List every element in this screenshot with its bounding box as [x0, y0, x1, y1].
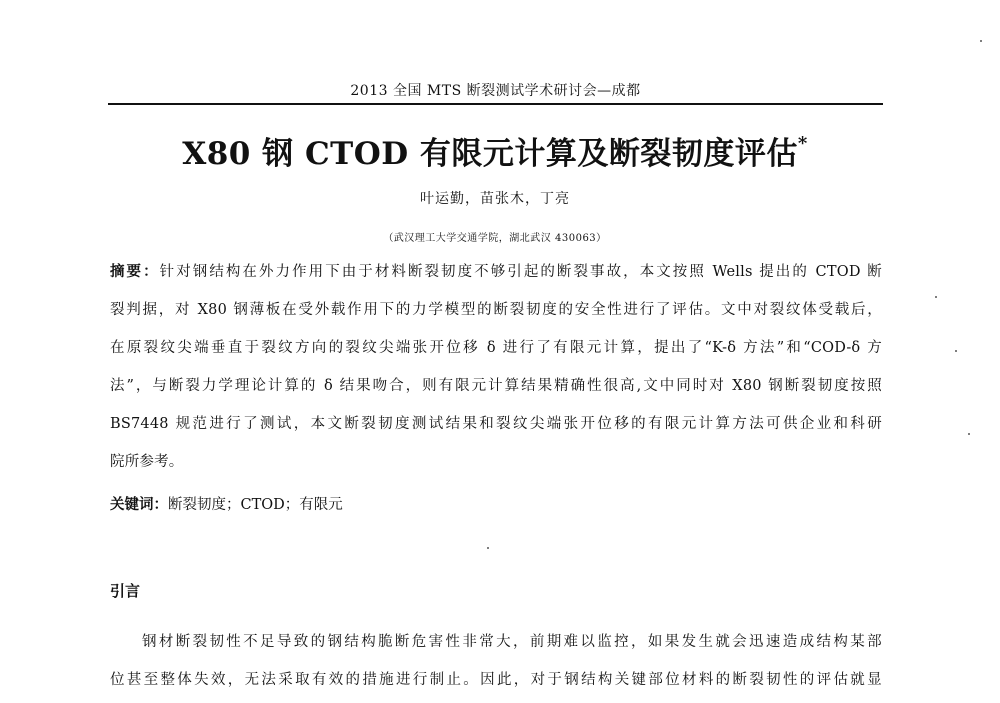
abstract-text: 针对钢结构在外力作用下由于材料断裂韧度不够引起的断裂事故，本文按照 Wells 提出的 CTOD 断 [159, 264, 883, 280]
keywords-label: 关键词： [110, 496, 168, 513]
abstract-label: 摘要： [110, 263, 160, 280]
scan-speck [487, 547, 489, 549]
abstract-line-5: BS7448 规范进行了测试，本文断裂韧度测试结果和裂纹尖端张开位移的有限元计算方法可供企业和科研 [110, 416, 882, 432]
scan-speck [968, 433, 970, 435]
keywords [110, 493, 343, 514]
abstract-line-3: 在原裂纹尖端垂直于裂纹方向的裂纹尖端张开位移 δ 进行了有限元计算，提出了“K-δ 方法”和“COD-δ 方 [110, 340, 882, 356]
author-list: 叶运勤，苗张木，丁亮 [420, 191, 570, 207]
scan-speck [935, 296, 937, 298]
paper-title-text: X80 钢 CTOD 有限元计算及断裂韧度评估 [182, 136, 798, 172]
title-footnote-mark: * [797, 132, 808, 154]
keywords-text: 断裂韧度；CTOD；有限元 [168, 497, 343, 513]
section-heading-introduction: 引言 [110, 582, 141, 600]
paper-title [100, 128, 890, 173]
intro-paragraph-line-2: 位甚至整体失效，无法采取有效的措施进行制止。因此，对于钢结构关键部位材料的断裂韧性的评估就显 [110, 672, 882, 688]
abstract-line-4: 法”，与断裂力学理论计算的 δ 结果吻合，则有限元计算结果精确性很高,文中同时对 X80 钢断裂韧度按照 [110, 378, 882, 394]
affiliation: （武汉理工大学交通学院，湖北武汉 430063） [383, 233, 607, 244]
abstract-line-2: 裂判据，对 X80 钢薄板在受外载作用下的力学模型的断裂韧度的安全性进行了评估。文中对裂纹体受载后， [110, 302, 882, 318]
intro-paragraph-line-1: 钢材断裂韧性不足导致的钢结构脆断危害性非常大，前期难以监控，如果发生就会迅速造成结构某部 [142, 634, 882, 650]
abstract-line-6: 院所参考。 [110, 454, 184, 470]
header-rule [108, 103, 883, 105]
abstract-line-1 [110, 262, 882, 282]
running-header: 2013 全国 MTS 断裂测试学术研讨会—成都 [350, 83, 641, 99]
scan-speck [980, 40, 982, 42]
scan-speck [955, 350, 957, 352]
